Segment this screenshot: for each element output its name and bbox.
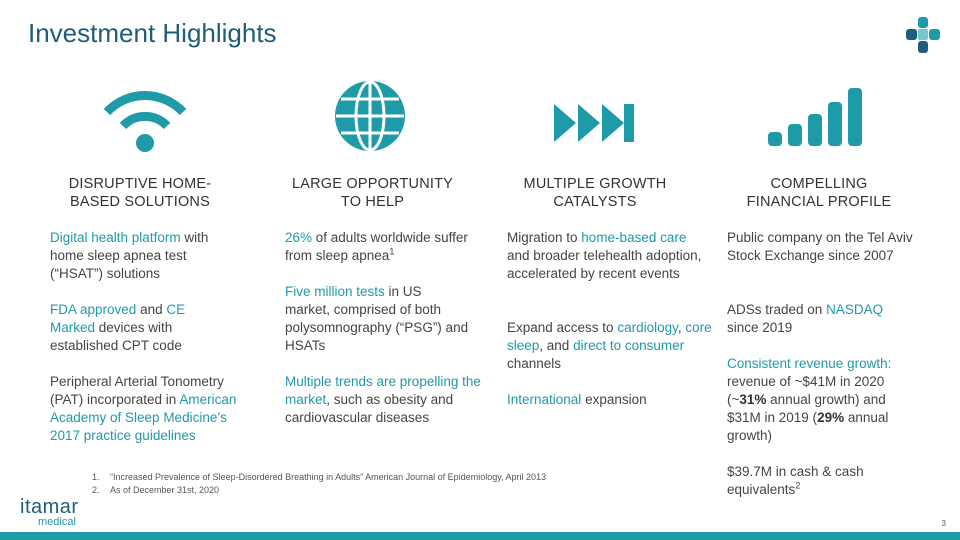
- footnotes: [92, 471, 546, 497]
- fast-forward-icon: [554, 100, 636, 146]
- column-heading-financial: [729, 175, 909, 211]
- heading-line: COMPELLING: [770, 176, 868, 192]
- logo-word: itamar: [20, 496, 79, 518]
- bullet-digital-health: Digital health platform with home sleep apnea test (“HSAT”) solutions: [50, 230, 209, 281]
- slide-title: Investment Highlights: [28, 18, 277, 48]
- logo-sub: medical: [38, 516, 76, 528]
- bullet-home-based-care: Migration to home-based care and broader telehealth adoption, accelerated by recent events: [507, 230, 702, 281]
- wifi-signal-icon: [102, 88, 188, 154]
- brand-cross-logo-icon: [906, 17, 940, 53]
- globe-icon: [334, 80, 406, 152]
- heading-line: DISRUPTIVE HOME-: [68, 176, 212, 192]
- bullet-five-million-tests: Five million tests in US market, comprised of both polysomnography (“PSG”) and HSATs: [285, 284, 469, 353]
- bullet-sleep-apnea-prevalence: 26% of adults worldwide suffer from sleep apnea$^1$: [285, 230, 468, 263]
- footnote: 1. “Increased Prevalence of Sleep-Disordered Breathing in Adults” American Journal of Epidemiology, April 2013: [92, 472, 547, 482]
- heading-line: LARGE OPPORTUNITY: [291, 176, 454, 192]
- bottom-accent-bar: [0, 532, 960, 540]
- page-number: 3: [941, 519, 946, 528]
- bullet-public-company: Public company on the Tel Aviv Stock Exchange since 2007: [727, 230, 913, 263]
- bullet-expand-access: Expand access to cardiology, core sleep, and direct to consumer channels: [507, 320, 712, 371]
- bullet-pat-guidelines: Peripheral Arterial Tonometry (PAT) incorporated in American Academy of Sleep Medicine’s 2017 practice guidelines: [50, 374, 237, 443]
- column-heading-disruptive: [50, 175, 230, 211]
- bullet-revenue-growth: Consistent revenue growth: revenue of ~$41M in 2020 (~31% annual growth) and $31M in 2019 (29% annual growth): [727, 356, 892, 443]
- bullet-international: International expansion: [507, 392, 647, 407]
- bullet-cash: $39.7M in cash & cash equivalents$^2$: [727, 464, 864, 497]
- column-heading-opportunity: [280, 175, 465, 211]
- column-heading-catalysts: [505, 175, 685, 211]
- bullet-market-trends: Multiple trends are propelling the market, such as obesity and cardiovascular diseases: [285, 374, 481, 425]
- itamar-medical-logo: [20, 497, 79, 528]
- heading-line: TO HELP: [340, 194, 405, 210]
- heading-line: BASED SOLUTIONS: [70, 194, 210, 210]
- heading-line: MULTIPLE GROWTH: [523, 176, 667, 192]
- footnote: 2. As of December 31st, 2020: [92, 485, 220, 495]
- bar-chart-icon: [768, 88, 866, 146]
- bullet-nasdaq: ADSs traded on NASDAQ since 2019: [727, 302, 884, 335]
- heading-line: CATALYSTS: [553, 194, 637, 210]
- bullet-fda-approved: FDA approved and CE Marked devices with established CPT code: [50, 302, 186, 353]
- heading-line: FINANCIAL PROFILE: [746, 194, 892, 210]
